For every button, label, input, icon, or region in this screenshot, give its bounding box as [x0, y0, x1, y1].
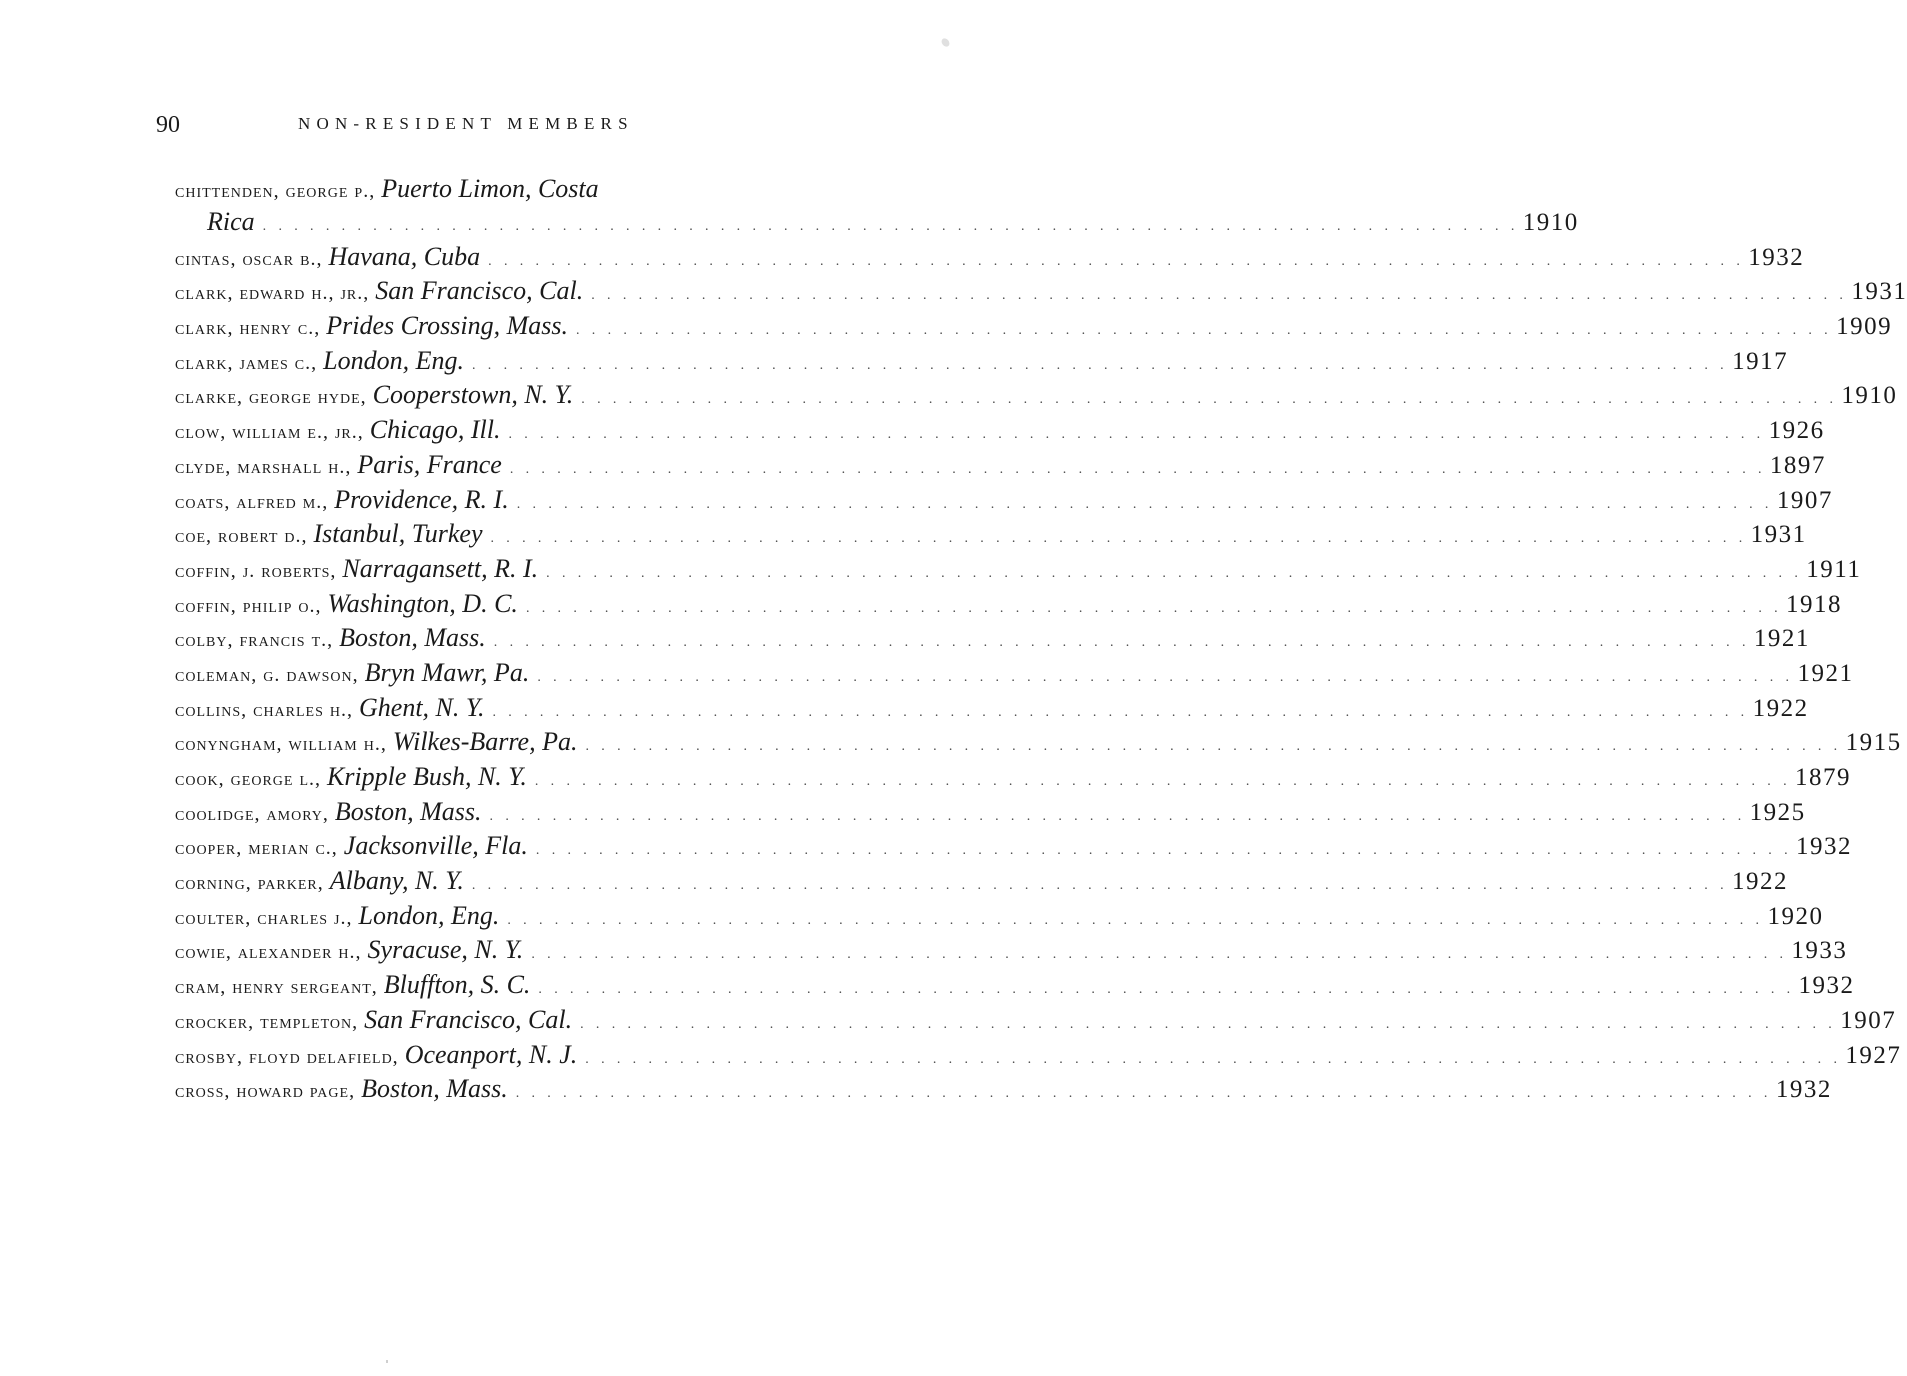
running-title: NON-RESIDENT MEMBERS	[298, 114, 634, 133]
member-name: clarke, george hyde,	[175, 386, 367, 409]
member-list	[175, 172, 1907, 1107]
member-name: crosby, floyd delafield,	[175, 1045, 399, 1068]
member-year: 1910	[1841, 382, 1898, 410]
page-number: 90	[156, 112, 180, 138]
member-entry	[175, 483, 1833, 518]
member-name: coolidge, amory,	[175, 802, 329, 825]
member-entry	[175, 933, 1848, 968]
dot-leader: . . . . . . . . . . . . . . . . . . . . . . . . . . . . . . . . . . . . . . . . . . . . . . . . . . . . . . . . . . . . . . . . . . . . . . . . . . . . . . . .	[535, 843, 1793, 859]
member-name: crocker, templeton,	[175, 1010, 359, 1033]
member-name: cooper, merian c.,	[175, 837, 338, 860]
dot-leader: . . . . . . . . . . . . . . . . . . . . . . . . . . . . . . . . . . . . . . . . . . . . . . . . . . . . . . . . . . . . . . . . . . . . . . . . . . . . . . . .	[471, 357, 1729, 373]
member-name: cross, howard page,	[175, 1080, 356, 1103]
member-place: Bluffton, S. C.	[383, 970, 531, 1000]
member-year: 1931	[1750, 521, 1807, 549]
member-name: clow, william e., jr.,	[175, 421, 364, 444]
dot-leader: . . . . . . . . . . . . . . . . . . . . . . . . . . . . . . . . . . . . . . . . . . . . . . . . . . . . . . . . . . . . . . . . . . . . . . . . . . . . . . . .	[262, 219, 1519, 234]
member-name: conyngham, william h.,	[175, 733, 387, 756]
member-entry	[175, 274, 1907, 309]
dot-leader: . . . . . . . . . . . . . . . . . . . . . . . . . . . . . . . . . . . . . . . . . . . . . . . . . . . . . . . . . . . . . . . . . . . . . . . . . . . . . . . .	[537, 669, 1794, 685]
dot-leader: . . . . . . . . . . . . . . . . . . . . . . . . . . . . . . . . . . . . . . . . . . . . . . . . . . . . . . . . . . . . . . . . . . . . . . . . . . . . . . . .	[525, 600, 1783, 616]
member-year: 1927	[1845, 1041, 1902, 1069]
member-year: 1909	[1836, 313, 1893, 341]
member-name: coats, alfred m.,	[175, 490, 329, 513]
member-year: 1879	[1794, 764, 1851, 791]
dot-leader: . . . . . . . . . . . . . . . . . . . . . . . . . . . . . . . . . . . . . . . . . . . . . . . . . . . . . . . . . . . . . . . . . . . . . . . . . . . . . . . .	[471, 878, 1728, 894]
member-entry	[175, 621, 1810, 656]
dot-leader: . . . . . . . . . . . . . . . . . . . . . . . . . . . . . . . . . . . . . . . . . . . . . . . . . . . . . . . . . . . . . . . . . . . . . . . . . . . . . . . .	[507, 912, 1764, 928]
member-entry	[175, 899, 1824, 934]
member-name: coffin, j. roberts,	[175, 559, 337, 582]
member-entry	[175, 587, 1843, 622]
member-year: 1932	[1748, 243, 1805, 271]
dot-leader: . . . . . . . . . . . . . . . . . . . . . . . . . . . . . . . . . . . . . . . . . . . . . . . . . . . . . . . . . . . . . . . . . . . . . . . . . . . . . . . .	[492, 704, 1749, 720]
dot-leader: . . . . . . . . . . . . . . . . . . . . . . . . . . . . . . . . . . . . . . . . . . . . . . . . . . . . . . . . . . . . . . . . . . . . . . . . . . . . . . . .	[591, 288, 1848, 304]
member-entry	[175, 172, 895, 205]
scan-smudge	[940, 37, 951, 48]
member-entry	[175, 864, 1788, 899]
member-place: Paris, France	[357, 449, 502, 479]
member-year: 1926	[1768, 417, 1825, 445]
member-year: 1907	[1840, 1006, 1897, 1034]
member-year: 1897	[1769, 451, 1826, 479]
member-entry	[175, 1072, 1832, 1107]
member-entry	[175, 344, 1789, 379]
member-entry	[175, 795, 1806, 830]
member-year: 1932	[1775, 1076, 1832, 1104]
member-entry	[175, 760, 1851, 795]
dot-leader: . . . . . . . . . . . . . . . . . . . . . . . . . . . . . . . . . . . . . . . . . . . . . . . . . . . . . . . . . . . . . . . . . . . . . . . . . . . . . . . .	[516, 496, 1773, 512]
member-place: Cooperstown, N. Y.	[372, 380, 574, 410]
member-place: Puerto Limon, Costa	[381, 174, 599, 203]
member-place: Syracuse, N. Y.	[367, 935, 524, 965]
member-entry	[175, 656, 1854, 691]
member-year: 1907	[1776, 486, 1833, 514]
member-entry	[175, 413, 1825, 448]
dot-leader: . . . . . . . . . . . . . . . . . . . . . . . . . . . . . . . . . . . . . . . . . . . . . . . . . . . . . . . . . . . . . . . . . . . . . . . . . . . . . . . .	[509, 461, 1766, 477]
dot-leader: . . . . . . . . . . . . . . . . . . . . . . . . . . . . . . . . . . . . . . . . . . . . . . . . . . . . . . . . . . . . . . . . . . . . . . . . . . . . . . . .	[581, 392, 1838, 408]
member-name: cram, henry sergeant,	[175, 976, 378, 999]
member-year: 1931	[1851, 278, 1907, 306]
member-entry	[175, 240, 1805, 275]
member-place: Istanbul, Turkey	[313, 519, 483, 549]
member-year: 1920	[1767, 902, 1824, 930]
member-place: Jacksonville, Fla.	[343, 831, 528, 861]
member-year: 1925	[1749, 798, 1806, 826]
dot-leader: . . . . . . . . . . . . . . . . . . . . . . . . . . . . . . . . . . . . . . . . . . . . . . . . . . . . . . . . . . . . . . . . . . . . . . . . . . . . . . . .	[508, 427, 1765, 443]
member-year: 1918	[1786, 590, 1843, 618]
dot-leader: . . . . . . . . . . . . . . . . . . . . . . . . . . . . . . . . . . . . . . . . . . . . . . . . . . . . . . . . . . . . . . . . . . . . . . . . . . . . . . . .	[546, 565, 1803, 581]
dot-leader: . . . . . . . . . . . . . . . . . . . . . . . . . . . . . . . . . . . . . . . . . . . . . . . . . . . . . . . . . . . . . . . . . . . . . . . . . . . . . . . .	[534, 774, 1791, 789]
member-year: 1921	[1753, 625, 1810, 653]
dot-leader: . . . . . . . . . . . . . . . . . . . . . . . . . . . . . . . . . . . . . . . . . . . . . . . . . . . . . . . . . . . . . . . . . . . . . . . . . . . . . . . .	[493, 635, 1750, 651]
member-place: Bryn Mawr, Pa.	[364, 657, 530, 687]
member-entry	[175, 725, 1902, 760]
member-place: San Francisco, Cal.	[364, 1004, 573, 1034]
member-place: Narragansett, R. I.	[342, 553, 539, 583]
member-year: 1933	[1791, 937, 1848, 965]
member-place: Prides Crossing, Mass.	[326, 311, 568, 341]
member-place: Havana, Cuba	[328, 241, 481, 271]
member-entry	[175, 1038, 1902, 1073]
member-name: clark, james c.,	[175, 351, 318, 374]
member-name: coulter, charles j.,	[175, 906, 353, 929]
member-place: Boston, Mass.	[339, 623, 486, 653]
member-year: 1922	[1752, 694, 1809, 722]
member-name: clark, henry c.,	[175, 317, 321, 340]
member-place: Providence, R. I.	[334, 484, 509, 514]
member-place: Boston, Mass.	[334, 796, 482, 826]
member-entry	[175, 1003, 1897, 1038]
member-entry	[175, 968, 1855, 1003]
member-place: Washington, D. C.	[327, 588, 518, 618]
member-name: colby, francis t.,	[175, 629, 334, 652]
member-name: chittenden, george p.,	[175, 180, 376, 202]
member-entry	[175, 378, 1898, 413]
member-entry	[175, 309, 1893, 344]
member-name: cintas, oscar b.,	[175, 247, 323, 270]
member-year: 1932	[1798, 972, 1855, 1000]
dot-leader: . . . . . . . . . . . . . . . . . . . . . . . . . . . . . . . . . . . . . . . . . . . . . . . . . . . . . . . . . . . . . . . . . . . . . . . . . . . . . . . .	[538, 982, 1795, 998]
member-year: 1921	[1797, 659, 1854, 687]
member-place: Kripple Bush, N. Y.	[327, 762, 527, 791]
member-year: 1917	[1732, 347, 1789, 375]
member-entry	[175, 829, 1853, 864]
dot-leader: . . . . . . . . . . . . . . . . . . . . . . . . . . . . . . . . . . . . . . . . . . . . . . . . . . . . . . . . . . . . . . . . . . . . . . . . . . . . . . . .	[585, 739, 1842, 755]
member-name: clyde, marshall h.,	[175, 455, 352, 478]
member-year: 1922	[1731, 868, 1788, 896]
dot-leader: . . . . . . . . . . . . . . . . . . . . . . . . . . . . . . . . . . . . . . . . . . . . . . . . . . . . . . . . . . . . . . . . . . . . . . . . . . . . . . . .	[575, 323, 1833, 339]
member-place: London, Eng.	[323, 345, 464, 375]
dot-leader: . . . . . . . . . . . . . . . . . . . . . . . . . . . . . . . . . . . . . . . . . . . . . . . . . . . . . . . . . . . . . . . . . . . . . . . . . . . . . . . .	[490, 531, 1747, 547]
scan-speck	[386, 1360, 388, 1363]
member-year: 1910	[1522, 209, 1579, 236]
dot-leader: . . . . . . . . . . . . . . . . . . . . . . . . . . . . . . . . . . . . . . . . . . . . . . . . . . . . . . . . . . . . . . . . . . . . . . . . . . . . . . . .	[531, 947, 1788, 963]
dot-leader: . . . . . . . . . . . . . . . . . . . . . . . . . . . . . . . . . . . . . . . . . . . . . . . . . . . . . . . . . . . . . . . . . . . . . . . . . . . . . . . .	[580, 1016, 1837, 1032]
dot-leader: . . . . . . . . . . . . . . . . . . . . . . . . . . . . . . . . . . . . . . . . . . . . . . . . . . . . . . . . . . . . . . . . . . . . . . . . . . . . . . . .	[515, 1086, 1772, 1102]
member-year: 1911	[1806, 555, 1862, 583]
member-place: San Francisco, Cal.	[375, 276, 584, 306]
dot-leader: . . . . . . . . . . . . . . . . . . . . . . . . . . . . . . . . . . . . . . . . . . . . . . . . . . . . . . . . . . . . . . . . . . . . . . . . . . . . . . . .	[489, 808, 1746, 824]
member-entry	[175, 552, 1862, 587]
member-name: clark, edward h., jr.,	[175, 282, 370, 305]
member-entry	[175, 448, 1826, 483]
member-entry-continuation	[175, 205, 1579, 240]
member-place: London, Eng.	[358, 900, 500, 930]
member-place: Oceanport, N. J.	[404, 1039, 578, 1069]
member-entry	[175, 691, 1809, 726]
member-place: Ghent, N. Y.	[359, 692, 485, 722]
page-header	[156, 112, 776, 142]
member-place: Chicago, Ill.	[369, 415, 501, 445]
member-name: coleman, g. dawson,	[175, 663, 359, 686]
member-place: Boston, Mass.	[361, 1074, 508, 1104]
member-year: 1932	[1796, 833, 1853, 861]
member-name: cook, george l.,	[175, 768, 321, 790]
member-place-continuation: Rica	[207, 207, 255, 236]
member-name: coe, robert d.,	[175, 525, 308, 548]
member-place: Albany, N. Y.	[329, 866, 464, 896]
member-name: coffin, philip o.,	[175, 594, 322, 617]
member-year: 1915	[1845, 729, 1902, 757]
member-place: Wilkes-Barre, Pa.	[392, 727, 578, 757]
member-entry	[175, 517, 1807, 552]
dot-leader: . . . . . . . . . . . . . . . . . . . . . . . . . . . . . . . . . . . . . . . . . . . . . . . . . . . . . . . . . . . . . . . . . . . . . . . . . . . . . . . .	[585, 1051, 1842, 1067]
dot-leader: . . . . . . . . . . . . . . . . . . . . . . . . . . . . . . . . . . . . . . . . . . . . . . . . . . . . . . . . . . . . . . . . . . . . . . . . . . . . . . . .	[488, 253, 1745, 269]
member-name: collins, charles h.,	[175, 698, 354, 721]
member-name: corning, parker,	[175, 872, 324, 895]
member-name: cowie, alexander h.,	[175, 941, 362, 964]
